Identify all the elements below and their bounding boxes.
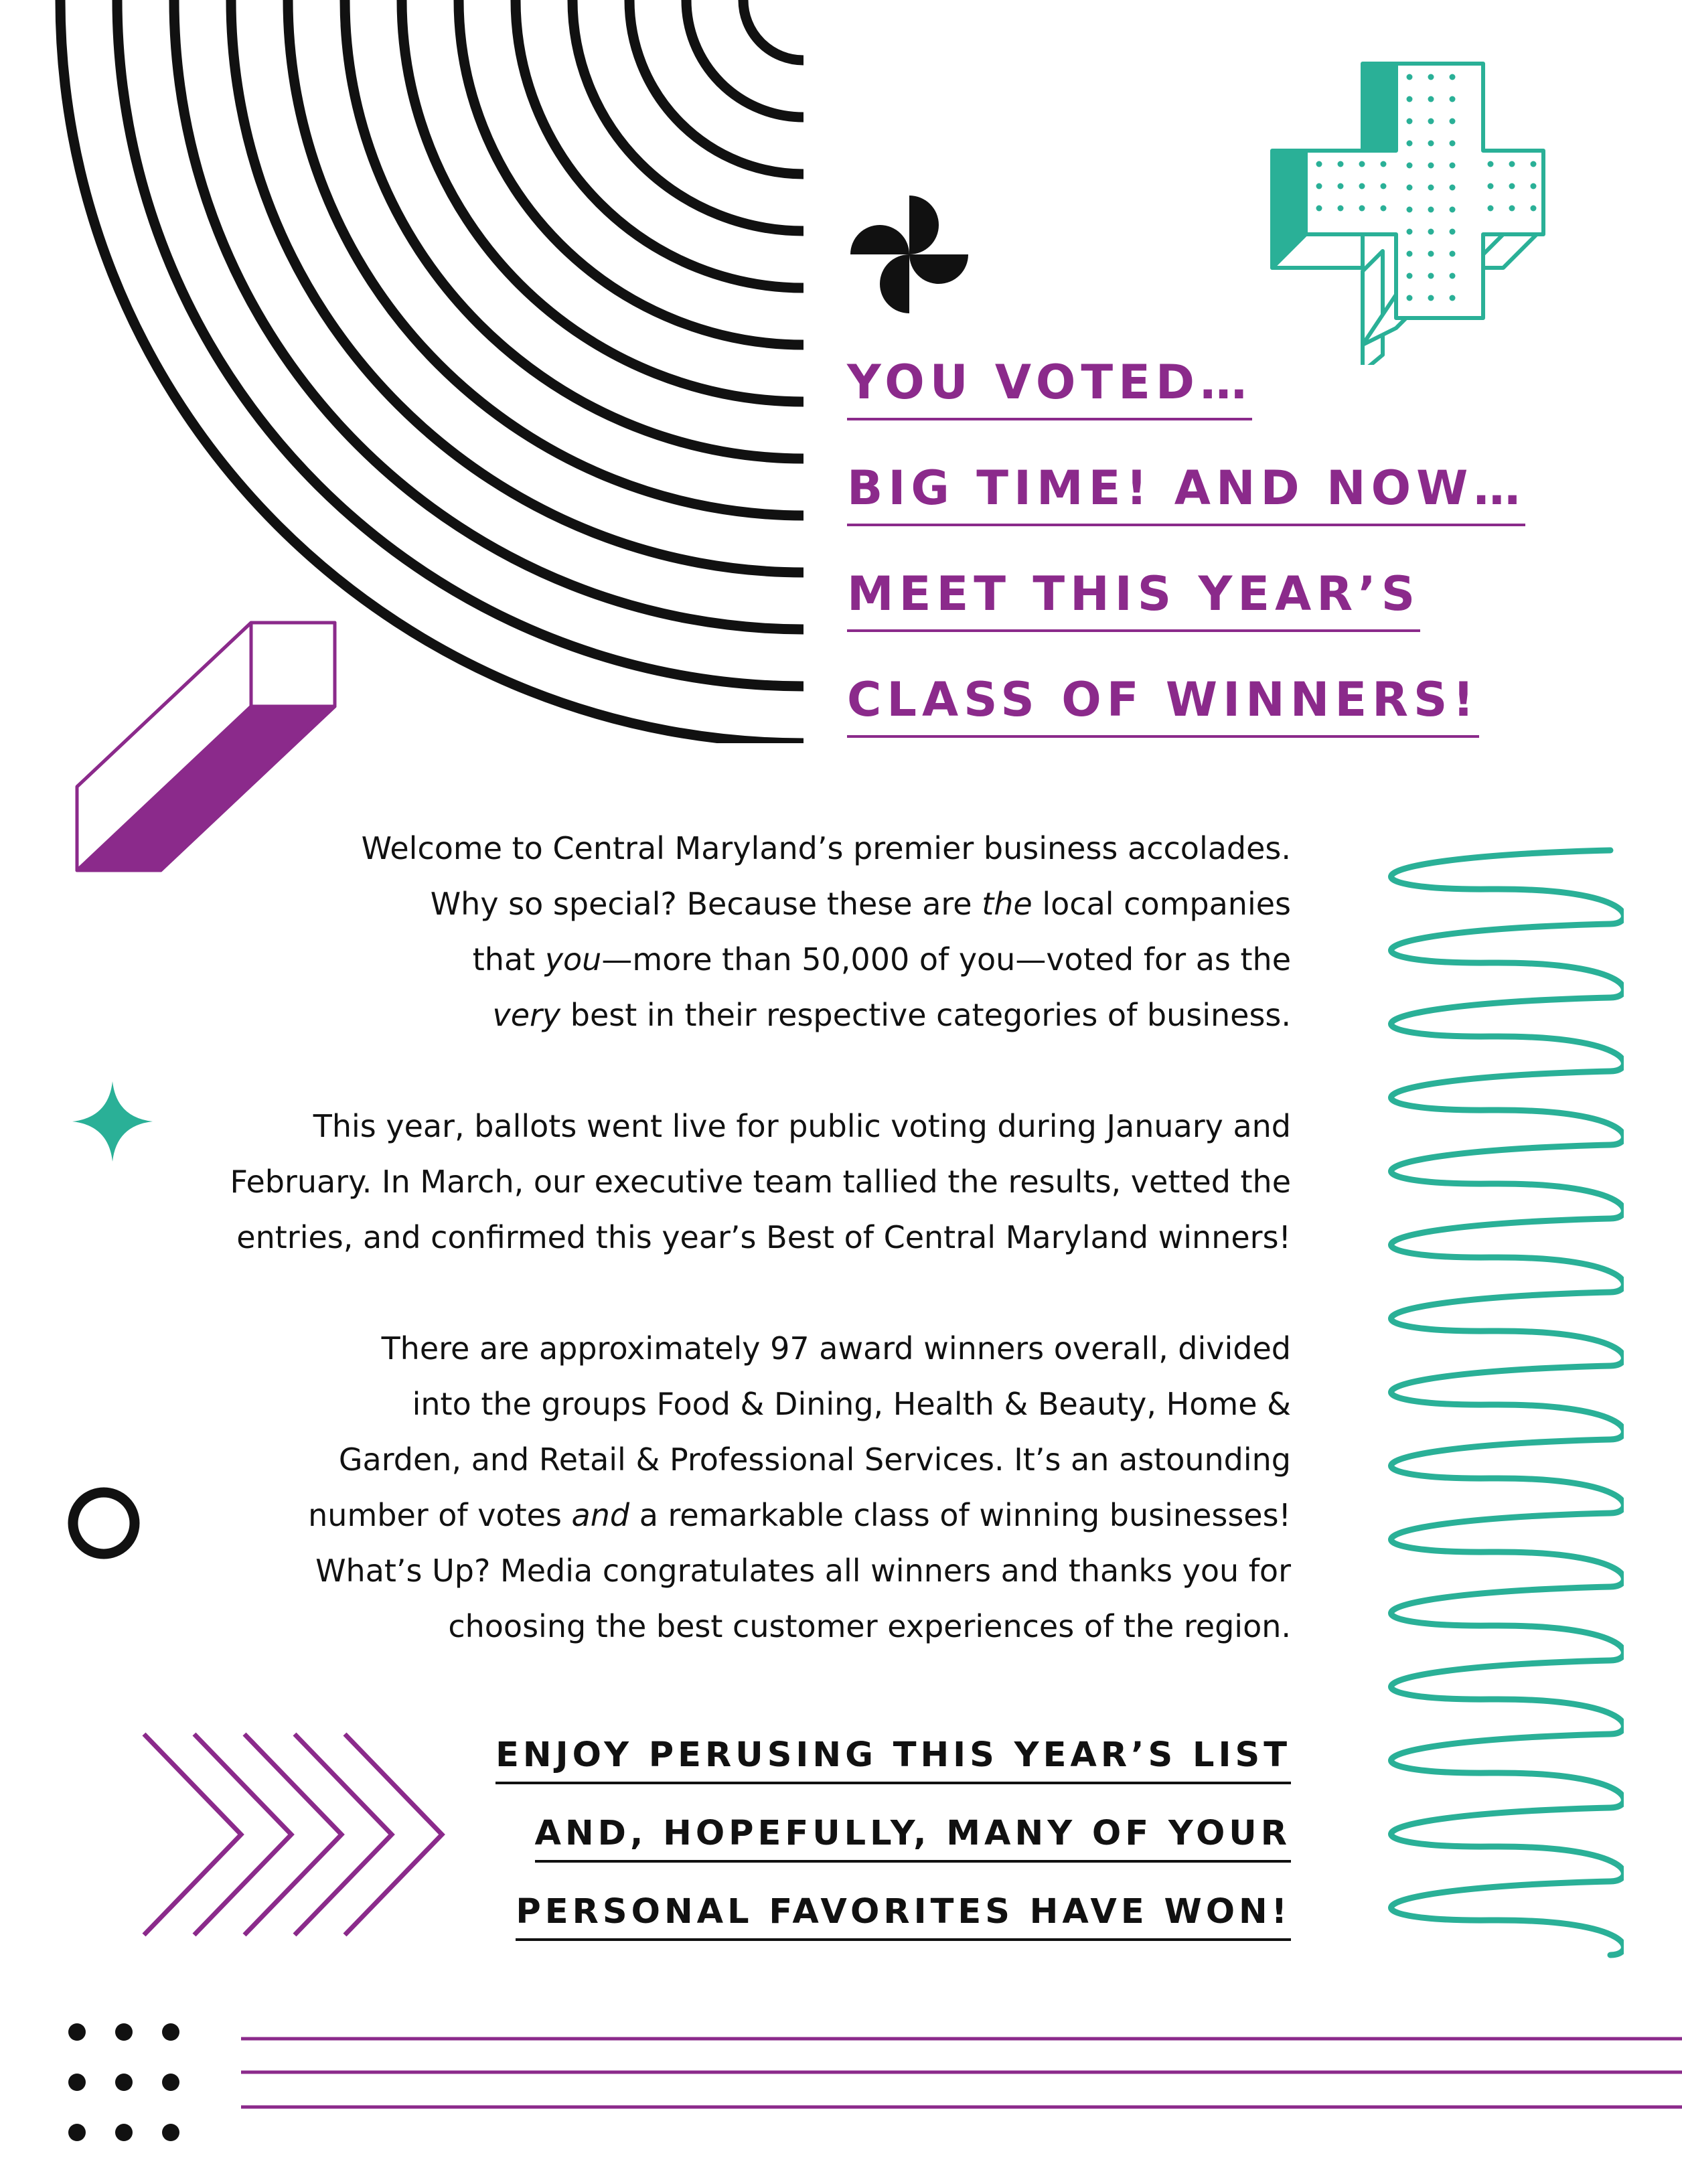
cross-dot: [1488, 206, 1494, 212]
text-line: —more than 50,000 of you—voted for as the: [601, 941, 1291, 978]
cross-dot: [1488, 183, 1494, 189]
cross-dot: [1381, 161, 1387, 167]
cross-dot: [1407, 119, 1413, 125]
cross-dot: [1488, 161, 1494, 167]
cross-icon: [1249, 57, 1563, 365]
cross-dot: [1407, 273, 1413, 279]
arc-ring: [459, 0, 804, 345]
text-line: There are approximately 97 award winners overall, divided: [381, 1330, 1291, 1367]
cross-dot: [1407, 207, 1413, 213]
chevrons-icon: [141, 1731, 462, 1945]
headline: [847, 355, 1584, 778]
cross-dot: [1428, 207, 1434, 213]
text-line: Why so special? Because these are: [430, 886, 982, 922]
cross-dot: [1450, 163, 1456, 169]
cross-dot: [1407, 141, 1413, 147]
emphasis: you: [544, 941, 602, 978]
cross-dot: [1450, 74, 1456, 80]
cross-dot: [1450, 295, 1456, 301]
arc-ring: [174, 0, 804, 629]
body-copy: [167, 821, 1291, 1654]
arc-ring: [743, 0, 804, 60]
cross-dot: [1531, 161, 1537, 167]
cross-dot: [1316, 183, 1322, 189]
text-line: local companies: [1032, 886, 1291, 922]
cross-dot: [1338, 161, 1344, 167]
cross-dot: [1428, 74, 1434, 80]
cross-dot: [1316, 206, 1322, 212]
cross-dot: [1428, 295, 1434, 301]
closing-line-2: AND, HOPEFULLY, MANY OF YOUR: [535, 1814, 1291, 1863]
cross-dot: [1338, 183, 1344, 189]
cross-dot: [1450, 141, 1456, 147]
cross-dot: [1531, 183, 1537, 189]
intro-paragraph: [167, 821, 1291, 1043]
cross-dot: [1428, 251, 1434, 257]
closing-line-1: ENJOY PERUSING THIS YEAR’S LIST: [495, 1735, 1291, 1784]
text-line: into the groups Food & Dining, Health & Beauty, Home &: [412, 1386, 1291, 1422]
cross-dot: [1316, 161, 1322, 167]
text-line: What’s Up? Media congratulates all winners and thanks you for: [315, 1553, 1291, 1589]
voting-paragraph: [167, 1099, 1291, 1265]
arc-ring: [117, 0, 804, 686]
cross-dot: [1407, 295, 1413, 301]
pinwheel-icon: [849, 194, 970, 315]
cross-dot: [1531, 206, 1537, 212]
cross-dot: [1450, 273, 1456, 279]
text-line: that: [472, 941, 545, 978]
emphasis: and: [571, 1497, 630, 1533]
cross-dot: [1407, 251, 1413, 257]
cross-dot: [1450, 251, 1456, 257]
text-line: Garden, and Retail & Professional Services. It’s an astounding: [338, 1441, 1291, 1478]
closing-callout: [469, 1735, 1291, 1970]
cross-dot: [1407, 185, 1413, 191]
headline-line-3: MEET THIS YEAR’S: [847, 566, 1420, 632]
footer-lines: [241, 2029, 1682, 2122]
text-line: Welcome to Central Maryland’s premier business accolades.: [361, 830, 1291, 866]
arc-ring: [288, 0, 804, 516]
cross-dot: [1407, 229, 1413, 235]
cross-dot: [1428, 273, 1434, 279]
cross-dot: [1428, 229, 1434, 235]
zigzag-wave: [1356, 840, 1624, 1965]
cross-dot: [1428, 119, 1434, 125]
cross-dot: [1509, 161, 1515, 167]
cross-dot: [1338, 206, 1344, 212]
headline-line-4: CLASS OF WINNERS!: [847, 672, 1479, 738]
cross-dot: [1450, 207, 1456, 213]
cross-dot: [1509, 206, 1515, 212]
headline-line-2: BIG TIME! AND NOW…: [847, 461, 1525, 526]
cross-dot: [1450, 229, 1456, 235]
cross-dot: [1450, 119, 1456, 125]
text-line: a remarkable class of winning businesses!: [629, 1497, 1291, 1533]
cross-dot: [1428, 163, 1434, 169]
sparkle-icon: [72, 1081, 153, 1162]
cross-dot: [1407, 96, 1413, 102]
arc-ring: [345, 0, 804, 459]
cross-dot: [1359, 206, 1365, 212]
emphasis: very: [492, 997, 561, 1033]
cross-dot: [1359, 183, 1365, 189]
cross-dot: [1407, 74, 1413, 80]
text-line: best in their respective categories of business.: [560, 997, 1291, 1033]
cross-dot: [1428, 96, 1434, 102]
winners-paragraph: [167, 1321, 1291, 1654]
cross-dot: [1407, 163, 1413, 169]
text-line: number of votes: [308, 1497, 572, 1533]
emphasis: the: [982, 886, 1033, 922]
text-line: choosing the best customer experiences of the region.: [448, 1608, 1291, 1644]
cross-dot: [1450, 185, 1456, 191]
arc-ring: [629, 0, 804, 174]
cross-dot: [1359, 161, 1365, 167]
dot-grid-icon: [60, 2012, 194, 2159]
text-line: February. In March, our executive team tallied the results, vetted the: [230, 1164, 1291, 1200]
ring-icon: [64, 1483, 144, 1563]
closing-line-3: PERSONAL FAVORITES HAVE WON!: [516, 1892, 1291, 1941]
cross-dot: [1428, 141, 1434, 147]
text-line: entries, and confirmed this year’s Best of Central Maryland winners!: [236, 1219, 1291, 1255]
cross-dot: [1509, 183, 1515, 189]
headline-line-1: YOU VOTED…: [847, 355, 1252, 420]
cross-dot: [1450, 96, 1456, 102]
cross-dot: [1428, 185, 1434, 191]
text-line: This year, ballots went live for public voting during January and: [313, 1108, 1291, 1144]
cross-dot: [1381, 183, 1387, 189]
cross-dot: [1381, 206, 1387, 212]
